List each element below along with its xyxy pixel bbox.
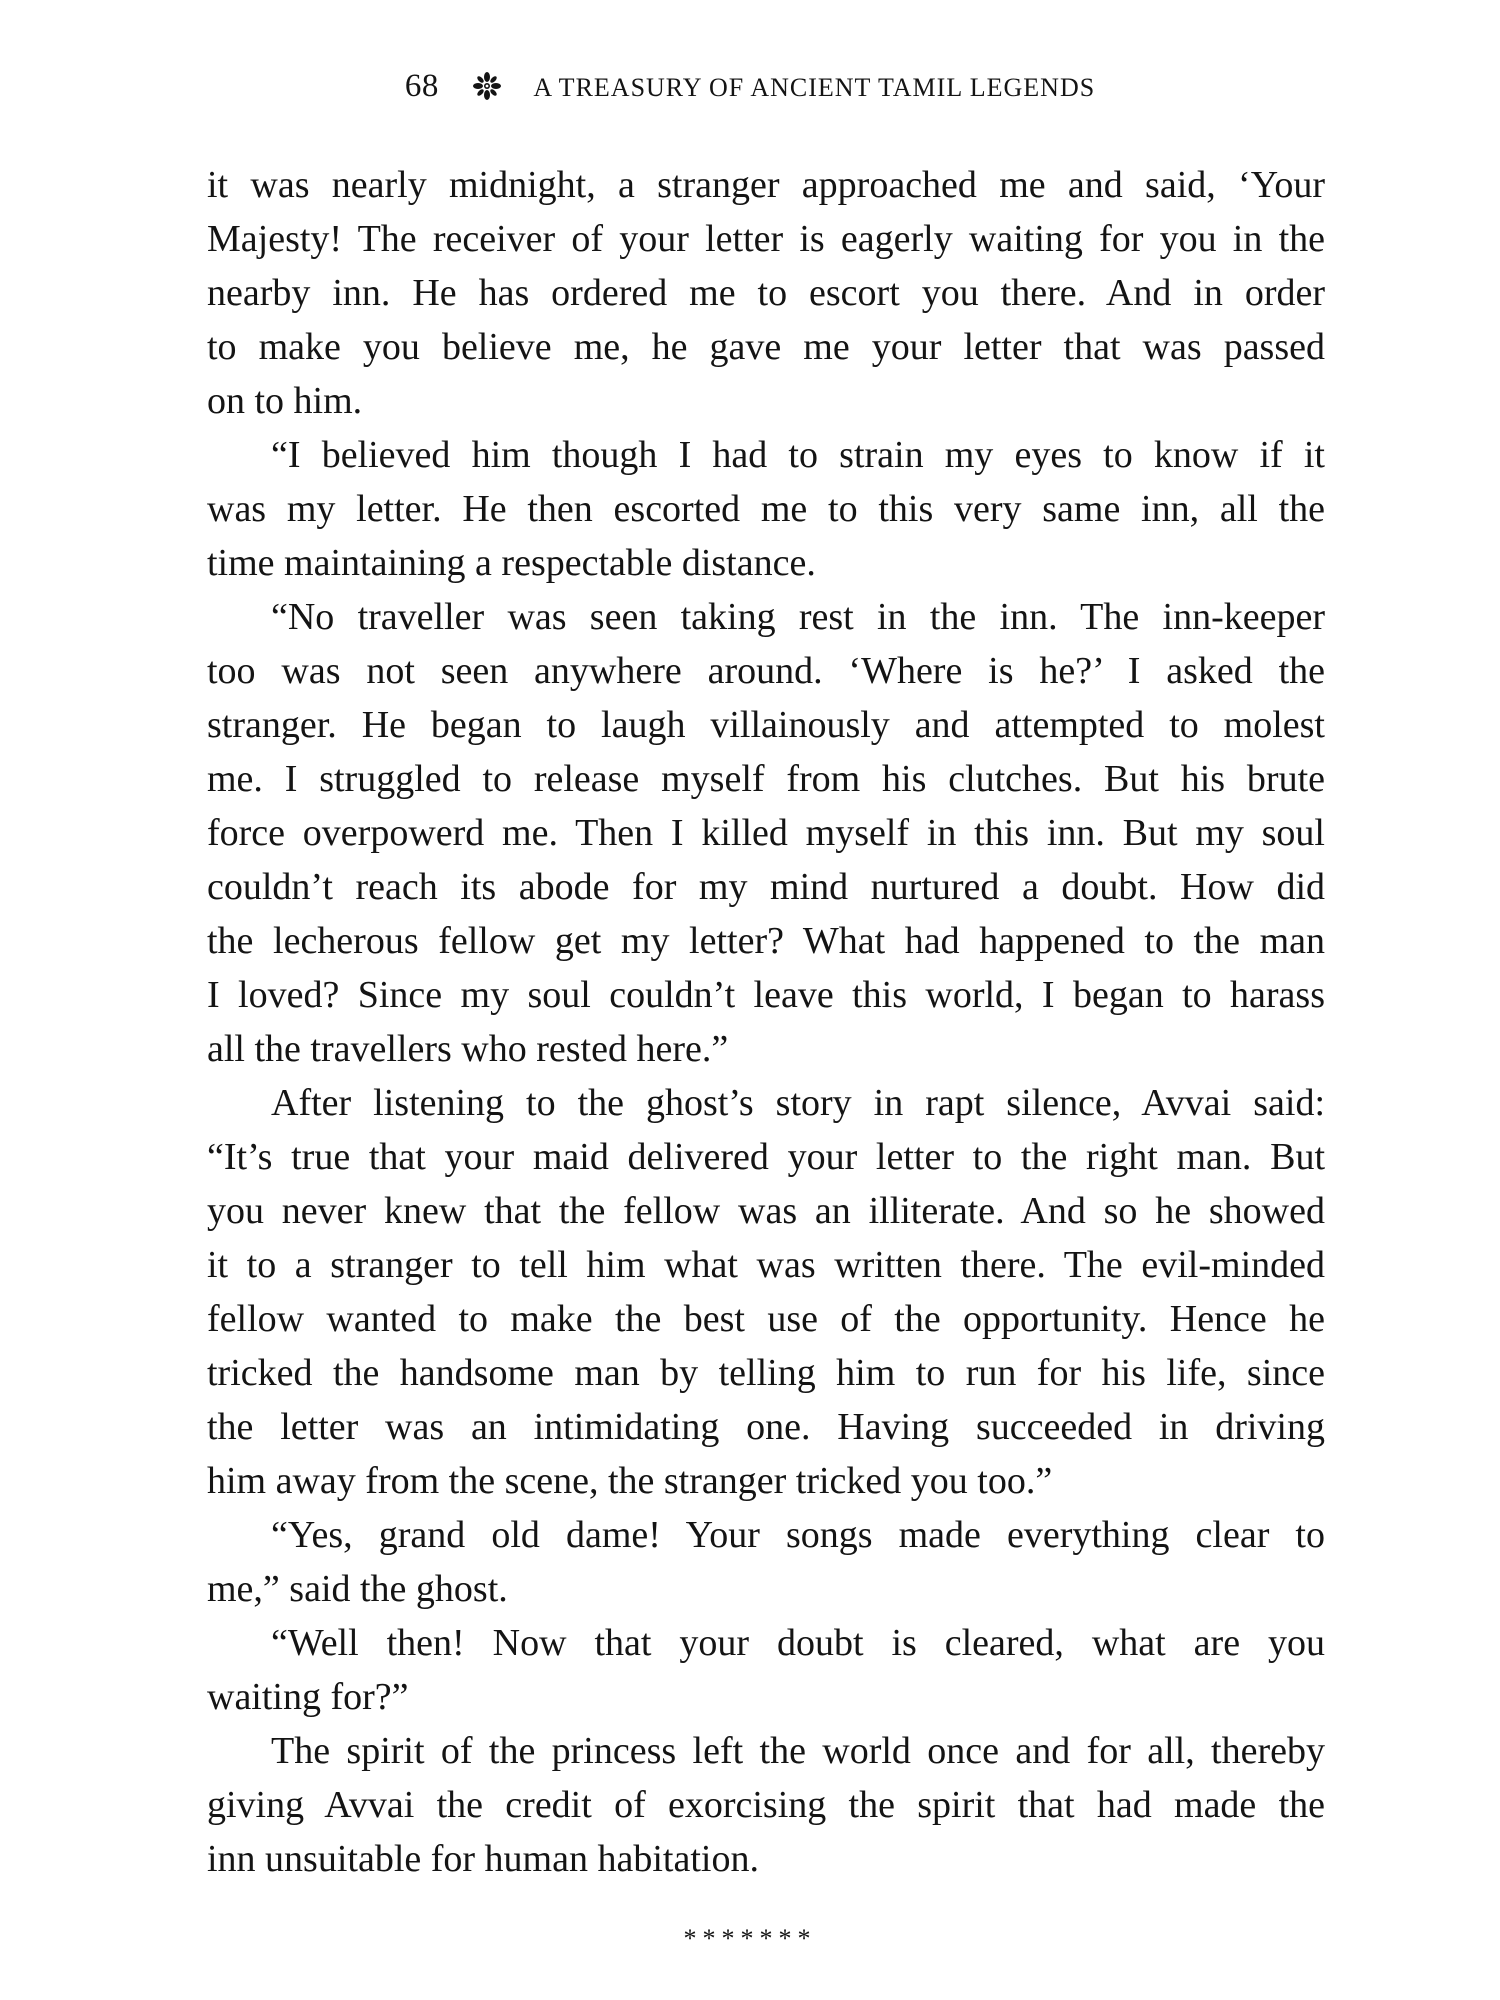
text-line: him away from the scene, the stranger tricked you too.” [207,1460,1053,1502]
text-line: fellow wanted to make the best use of the opportunity. Hence he [207,1298,1325,1340]
text-line: giving Avvai the credit of exorcising the spirit that had made the [207,1784,1325,1826]
text-line: nearby inn. He has ordered me to escort you there. And in order [207,272,1325,314]
text-line: the lecherous fellow get my letter? What had happened to the man [207,920,1325,962]
paragraph [207,1616,1325,1724]
text-line: Majesty! The receiver of your letter is eagerly waiting for you in the [207,218,1325,260]
text-line: inn unsuitable for human habitation. [207,1838,759,1880]
text-line: you never knew that the fellow was an illiterate. And so he showed [207,1190,1325,1232]
text-line: force overpowerd me. Then I killed myself in this inn. But my soul [207,812,1325,854]
text-line: “Well then! Now that your doubt is cleared, what are you [271,1622,1325,1664]
text-line: “No traveller was seen taking rest in the inn. The inn-keeper [271,596,1325,638]
text-line: I loved? Since my soul couldn’t leave this world, I began to harass [207,974,1325,1016]
running-header [0,68,1500,108]
text-line: “I believed him though I had to strain my eyes to know if it [271,434,1325,476]
text-line: waiting for?” [207,1676,409,1718]
page-number: 68 [404,68,439,104]
text-line: me,” said the ghost. [207,1568,508,1610]
text-line: “It’s true that your maid delivered your letter to the right man. But [207,1136,1325,1178]
paragraph [207,1076,1325,1508]
text-line: the letter was an intimidating one. Having succeeded in driving [207,1406,1325,1448]
text-line: couldn’t reach its abode for my mind nurtured a doubt. How did [207,866,1325,908]
text-line: me. I struggled to release myself from his clutches. But his brute [207,758,1325,800]
text-line: it was nearly midnight, a stranger approached me and said, ‘Your [207,164,1325,206]
paragraph [207,590,1325,1076]
text-line: “Yes, grand old dame! Your songs made everything clear to [271,1514,1325,1556]
text-line: on to him. [207,380,363,422]
text-line: time maintaining a respectable distance. [207,542,816,584]
text-line: The spirit of the princess left the world once and for all, thereby [271,1730,1325,1772]
text-line: to make you believe me, he gave me your letter that was passed [207,326,1325,368]
book-title: A TREASURY OF ANCIENT TAMIL LEGENDS [533,73,1096,102]
text-line: it to a stranger to tell him what was written there. The evil-minded [207,1244,1325,1286]
text-line: too was not seen anywhere around. ‘Where is he?’ I asked the [207,650,1325,692]
text-line: all the travellers who rested here.” [207,1028,729,1070]
floral-ornament-icon [473,72,501,108]
text-line: After listening to the ghost’s story in rapt silence, Avvai said: [271,1082,1325,1124]
text-line: was my letter. He then escorted me to this very same inn, all the [207,488,1325,530]
story-text [207,158,1325,1886]
paragraph [207,1508,1325,1616]
text-line: stranger. He began to laugh villainously and attempted to molest [207,704,1325,746]
paragraph [207,158,1325,428]
paragraph [207,1724,1325,1886]
text-line: tricked the handsome man by telling him to run for his life, since [207,1352,1325,1394]
section-end-mark: ******* [683,1924,817,1953]
paragraph [207,428,1325,590]
